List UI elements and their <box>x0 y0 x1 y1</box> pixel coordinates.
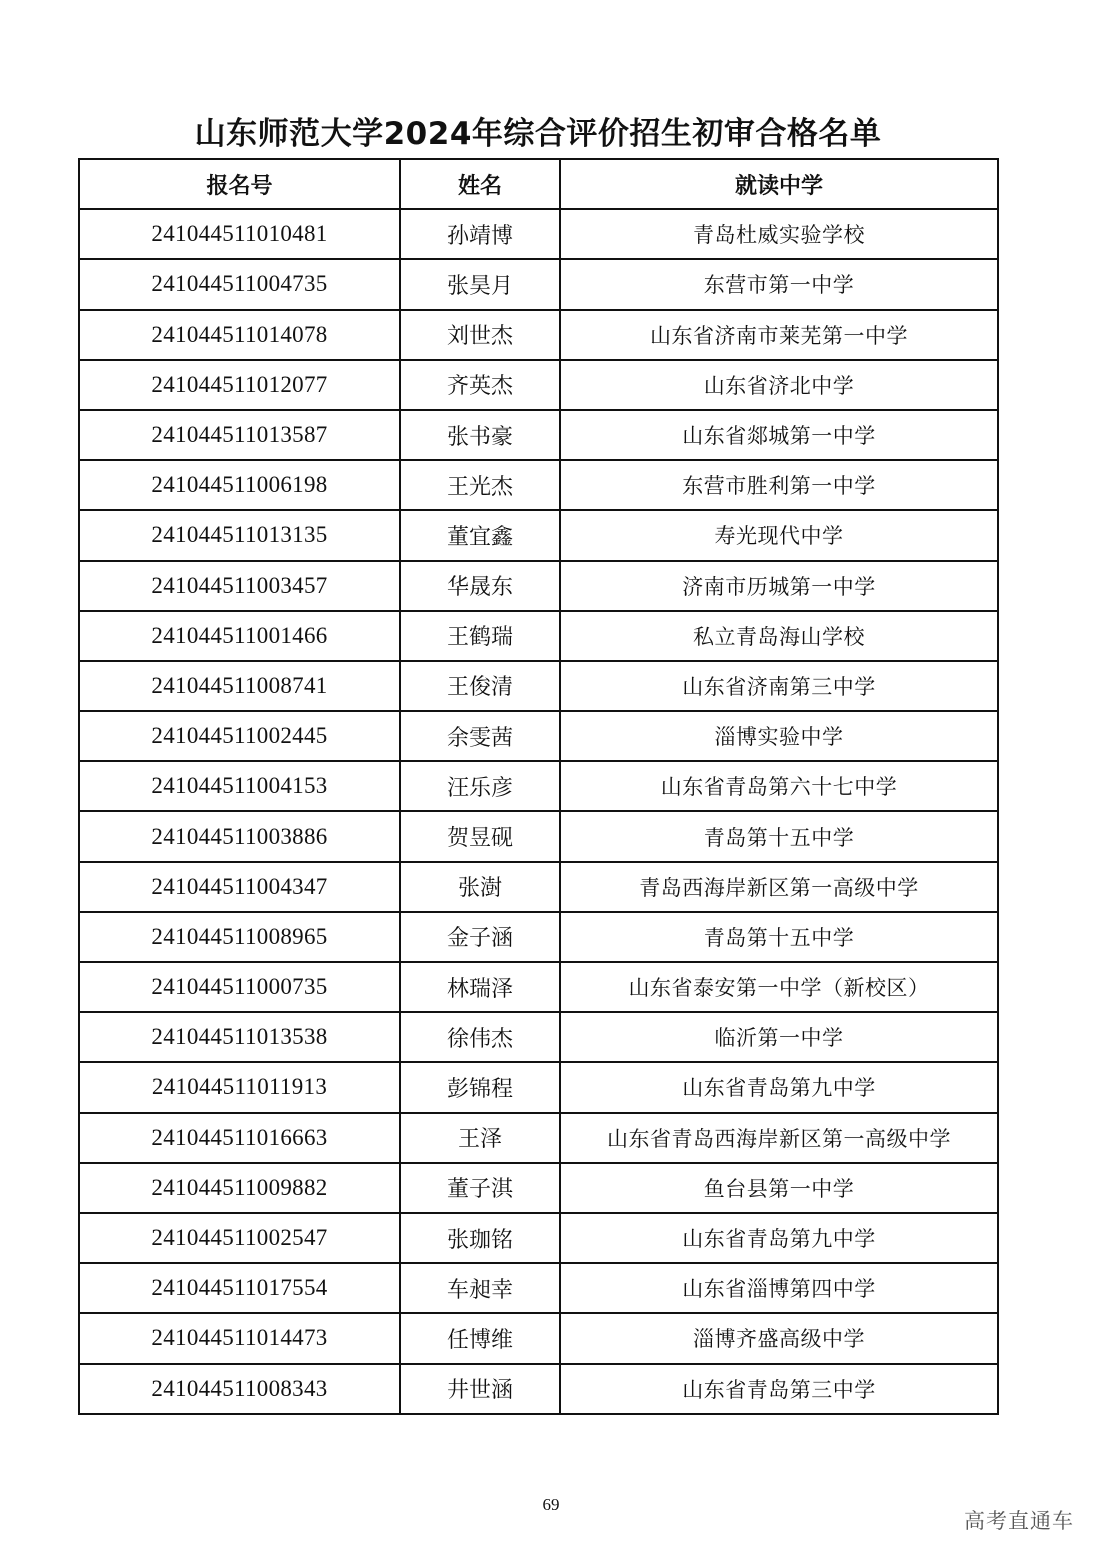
table-row <box>79 1263 998 1313</box>
school-cell: 山东省青岛第九中学 <box>560 1213 998 1263</box>
registration-number-cell: 241044511003457 <box>79 561 400 611</box>
student-name-cell: 齐英杰 <box>400 360 560 410</box>
student-name-cell: 金子涵 <box>400 912 560 962</box>
school-cell: 山东省青岛第三中学 <box>560 1364 998 1414</box>
registration-number-cell: 241044511009882 <box>79 1163 400 1213</box>
school-cell: 青岛杜威实验学校 <box>560 209 998 259</box>
school-cell: 东营市胜利第一中学 <box>560 460 998 510</box>
student-name-cell: 董宜鑫 <box>400 510 560 560</box>
registration-number-cell: 241044511004347 <box>79 862 400 912</box>
student-name-cell: 刘世杰 <box>400 310 560 360</box>
school-cell: 青岛第十五中学 <box>560 811 998 861</box>
table-row <box>79 410 998 460</box>
student-name-cell: 张珈铭 <box>400 1213 560 1263</box>
column-header-registration-number: 报名号 <box>79 159 400 209</box>
column-header-name: 姓名 <box>400 159 560 209</box>
student-name-cell: 张澍 <box>400 862 560 912</box>
school-cell: 山东省淄博第四中学 <box>560 1263 998 1313</box>
table-row <box>79 1313 998 1363</box>
student-name-cell: 王光杰 <box>400 460 560 510</box>
school-cell: 青岛西海岸新区第一高级中学 <box>560 862 998 912</box>
registration-number-cell: 241044511017554 <box>79 1263 400 1313</box>
table-row <box>79 661 998 711</box>
student-name-cell: 王俊清 <box>400 661 560 711</box>
student-name-cell: 张昊月 <box>400 259 560 309</box>
registration-number-cell: 241044511010481 <box>79 209 400 259</box>
student-name-cell: 车昶幸 <box>400 1263 560 1313</box>
registration-number-cell: 241044511006198 <box>79 460 400 510</box>
school-cell: 山东省青岛第六十七中学 <box>560 761 998 811</box>
registration-number-cell: 241044511012077 <box>79 360 400 410</box>
student-name-cell: 华晟东 <box>400 561 560 611</box>
school-cell: 山东省济南市莱芜第一中学 <box>560 310 998 360</box>
school-cell: 淄博齐盛高级中学 <box>560 1313 998 1363</box>
registration-number-cell: 241044511014473 <box>79 1313 400 1363</box>
school-cell: 私立青岛海山学校 <box>560 611 998 661</box>
school-cell: 寿光现代中学 <box>560 510 998 560</box>
table-row <box>79 711 998 761</box>
table-row <box>79 611 998 661</box>
student-name-cell: 余雯茜 <box>400 711 560 761</box>
table-row <box>79 1062 998 1112</box>
student-name-cell: 任博维 <box>400 1313 560 1363</box>
student-name-cell: 汪乐彦 <box>400 761 560 811</box>
table-row <box>79 761 998 811</box>
table-row <box>79 912 998 962</box>
student-name-cell: 林瑞泽 <box>400 962 560 1012</box>
registration-number-cell: 241044511004153 <box>79 761 400 811</box>
registration-number-cell: 241044511008965 <box>79 912 400 962</box>
registration-number-cell: 241044511001466 <box>79 611 400 661</box>
school-cell: 东营市第一中学 <box>560 259 998 309</box>
table-row <box>79 460 998 510</box>
registration-number-cell: 241044511013538 <box>79 1012 400 1062</box>
page-number: 69 <box>542 1495 560 1514</box>
school-cell: 淄博实验中学 <box>560 711 998 761</box>
student-name-cell: 徐伟杰 <box>400 1012 560 1062</box>
school-cell: 临沂第一中学 <box>560 1012 998 1062</box>
table-row <box>79 1113 998 1163</box>
column-header-school: 就读中学 <box>560 159 998 209</box>
table-row <box>79 1364 998 1414</box>
table-row <box>79 962 998 1012</box>
student-name-cell: 张书豪 <box>400 410 560 460</box>
school-cell: 山东省郯城第一中学 <box>560 410 998 460</box>
registration-number-cell: 241044511008343 <box>79 1364 400 1414</box>
student-name-cell: 董子淇 <box>400 1163 560 1213</box>
table-row <box>79 259 998 309</box>
school-cell: 山东省济北中学 <box>560 360 998 410</box>
registration-number-cell: 241044511014078 <box>79 310 400 360</box>
school-cell: 山东省济南第三中学 <box>560 661 998 711</box>
table-row <box>79 1163 998 1213</box>
registration-number-cell: 241044511003886 <box>79 811 400 861</box>
school-cell: 山东省泰安第一中学（新校区） <box>560 962 998 1012</box>
registration-number-cell: 241044511000735 <box>79 962 400 1012</box>
table-row <box>79 310 998 360</box>
table-row <box>79 360 998 410</box>
registration-number-cell: 241044511013587 <box>79 410 400 460</box>
table-row <box>79 862 998 912</box>
student-name-cell: 贺昱砚 <box>400 811 560 861</box>
registration-number-cell: 241044511011913 <box>79 1062 400 1112</box>
registration-number-cell: 241044511002445 <box>79 711 400 761</box>
school-cell: 山东省青岛第九中学 <box>560 1062 998 1112</box>
table-body <box>79 209 998 1414</box>
table-row <box>79 209 998 259</box>
student-name-cell: 井世涵 <box>400 1364 560 1414</box>
student-name-cell: 王鹤瑞 <box>400 611 560 661</box>
registration-number-cell: 241044511002547 <box>79 1213 400 1263</box>
table-row <box>79 510 998 560</box>
school-cell: 济南市历城第一中学 <box>560 561 998 611</box>
table-row <box>79 561 998 611</box>
school-cell: 青岛第十五中学 <box>560 912 998 962</box>
student-name-cell: 孙靖博 <box>400 209 560 259</box>
registration-number-cell: 241044511004735 <box>79 259 400 309</box>
document-title: 山东师范大学2024年综合评价招生初审合格名单 <box>194 116 882 152</box>
table-row <box>79 1213 998 1263</box>
school-cell: 山东省青岛西海岸新区第一高级中学 <box>560 1113 998 1163</box>
student-name-cell: 彭锦程 <box>400 1062 560 1112</box>
registration-number-cell: 241044511016663 <box>79 1113 400 1163</box>
table-row <box>79 811 998 861</box>
school-cell: 鱼台县第一中学 <box>560 1163 998 1213</box>
admission-list-table <box>78 158 999 1415</box>
watermark: 高考直通车 <box>964 1509 1074 1533</box>
registration-number-cell: 241044511013135 <box>79 510 400 560</box>
table-row <box>79 1012 998 1062</box>
registration-number-cell: 241044511008741 <box>79 661 400 711</box>
table-header-row <box>79 159 998 209</box>
student-name-cell: 王泽 <box>400 1113 560 1163</box>
